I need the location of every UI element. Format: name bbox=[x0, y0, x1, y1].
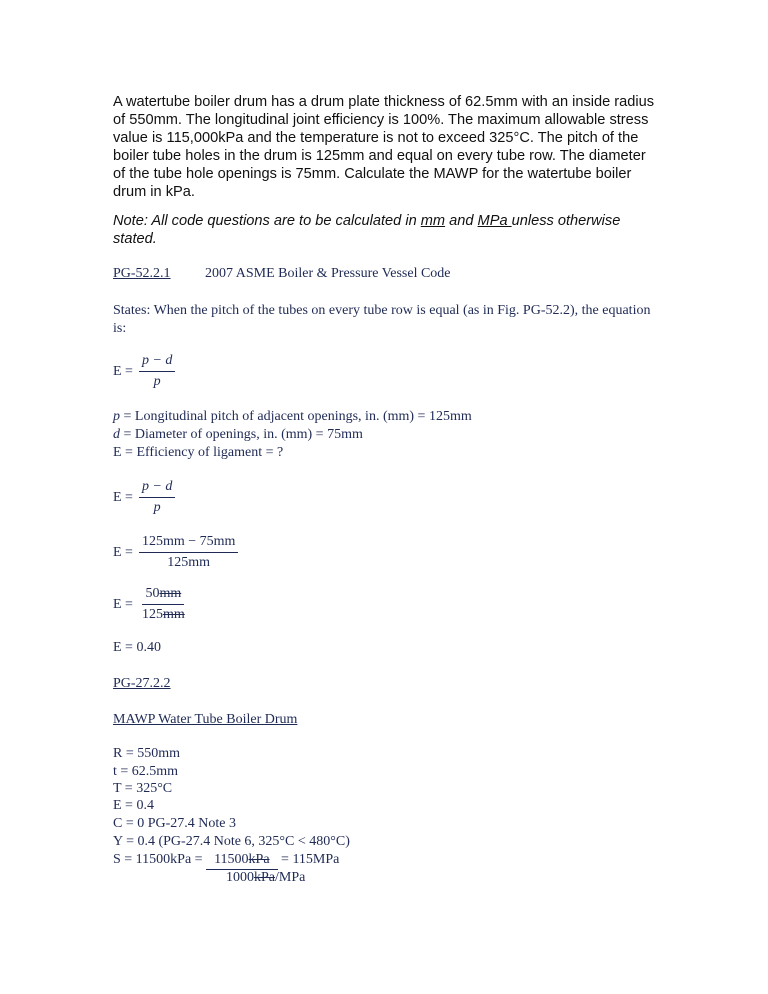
given-efficiency: E = 0.4 bbox=[113, 798, 154, 813]
fraction-denominator: 125mm bbox=[167, 555, 211, 570]
definition-e: E = Efficiency of ligament = ? bbox=[113, 445, 284, 460]
stress-suffix: = 115MPa bbox=[277, 852, 340, 867]
numerator-value: 50 bbox=[145, 586, 160, 601]
definition-d bbox=[113, 426, 363, 444]
stress-numerator-value: 11500 bbox=[214, 852, 249, 867]
numerator-unit-cancelled: mm bbox=[159, 586, 182, 601]
code-reference-heading bbox=[113, 265, 451, 283]
fraction-denominator bbox=[139, 605, 188, 624]
fraction bbox=[139, 585, 188, 624]
note bbox=[113, 212, 658, 248]
definition-p-text: = Longitudinal pitch of adjacent openings, in. (mm) = 125mm bbox=[120, 409, 472, 424]
note-prefix: Note: All code questions are to be calculated in bbox=[113, 213, 421, 229]
fraction-denominator: p bbox=[153, 500, 161, 515]
problem-statement: A watertube boiler drum has a drum plate thickness of 62.5mm with an inside radius of 550mm. The longitudinal joint efficiency is 100%. The maximum allowable stress value is 115,000kPa and the temperature is not to exceed 325°C. The pitch of the boiler tube holes in the drum is 125mm and equal on every tube row. The diameter of the tube hole openings is 75mm. Calculate the MAWP for the watertube boiler drum in kPa. bbox=[113, 94, 655, 200]
equation-substituted bbox=[113, 533, 238, 572]
stress-conversion-numerator bbox=[206, 851, 277, 870]
note-and: and bbox=[445, 213, 478, 229]
note-unit-mm: mm bbox=[420, 213, 446, 229]
var-p: p bbox=[113, 409, 120, 424]
equation-lhs: E = bbox=[113, 489, 133, 505]
fraction-numerator: p − d bbox=[139, 352, 175, 372]
stress-denominator-unit-cancelled: kPa bbox=[254, 870, 275, 885]
given-c: C = 0 PG-27.4 Note 3 bbox=[113, 816, 237, 831]
equation-efficiency-2 bbox=[113, 478, 175, 517]
given-thickness: t = 62.5mm bbox=[113, 764, 179, 779]
efficiency-result: E = 0.40 bbox=[113, 640, 161, 655]
denominator-value: 125 bbox=[141, 607, 163, 622]
fraction bbox=[139, 478, 175, 517]
given-radius: R = 550mm bbox=[113, 746, 181, 761]
fraction-denominator: p bbox=[153, 374, 161, 389]
definition-d-text: = Diameter of openings, in. (mm) = 75mm bbox=[120, 427, 363, 442]
fraction bbox=[139, 533, 238, 572]
states-paragraph: States: When the pitch of the tubes on every tube row is equal (as in Fig. PG-52.2), the equation is: bbox=[113, 303, 651, 336]
equation-lhs: E = bbox=[113, 596, 133, 612]
section-title: MAWP Water Tube Boiler Drum bbox=[113, 712, 298, 727]
code-reference-number-2: PG-27.2.2 bbox=[113, 676, 171, 691]
fraction-numerator bbox=[142, 585, 184, 605]
fraction-numerator: p − d bbox=[139, 478, 175, 498]
stress-denominator-rest: /MPa bbox=[275, 870, 306, 885]
stress-denominator-value: 1000 bbox=[226, 870, 254, 885]
given-temperature: T = 325°C bbox=[113, 781, 173, 796]
equation-lhs: E = bbox=[113, 363, 133, 379]
equation-efficiency-1 bbox=[113, 352, 175, 391]
equation-lhs: E = bbox=[113, 544, 133, 560]
note-unit-mpa: MPa bbox=[477, 213, 512, 229]
definition-p bbox=[113, 408, 472, 426]
denominator-unit-cancelled: mm bbox=[162, 607, 185, 622]
given-y: Y = 0.4 (PG-27.4 Note 6, 325°C < 480°C) bbox=[113, 834, 350, 849]
code-reference-title: 2007 ASME Boiler & Pressure Vessel Code bbox=[205, 266, 451, 281]
given-stress-line bbox=[113, 851, 339, 870]
fraction-numerator: 125mm − 75mm bbox=[139, 533, 238, 553]
note-suffix: unless otherwise stated. bbox=[113, 213, 621, 247]
stress-numerator-unit-cancelled: kPa bbox=[248, 852, 270, 867]
equation-cancelled-units bbox=[113, 585, 188, 624]
fraction bbox=[139, 352, 175, 391]
code-reference-number: PG-52.2.1 bbox=[113, 266, 171, 281]
stress-conversion-denominator bbox=[226, 869, 305, 887]
var-d: d bbox=[113, 427, 120, 442]
stress-prefix: S = 11500kPa = bbox=[113, 852, 207, 867]
